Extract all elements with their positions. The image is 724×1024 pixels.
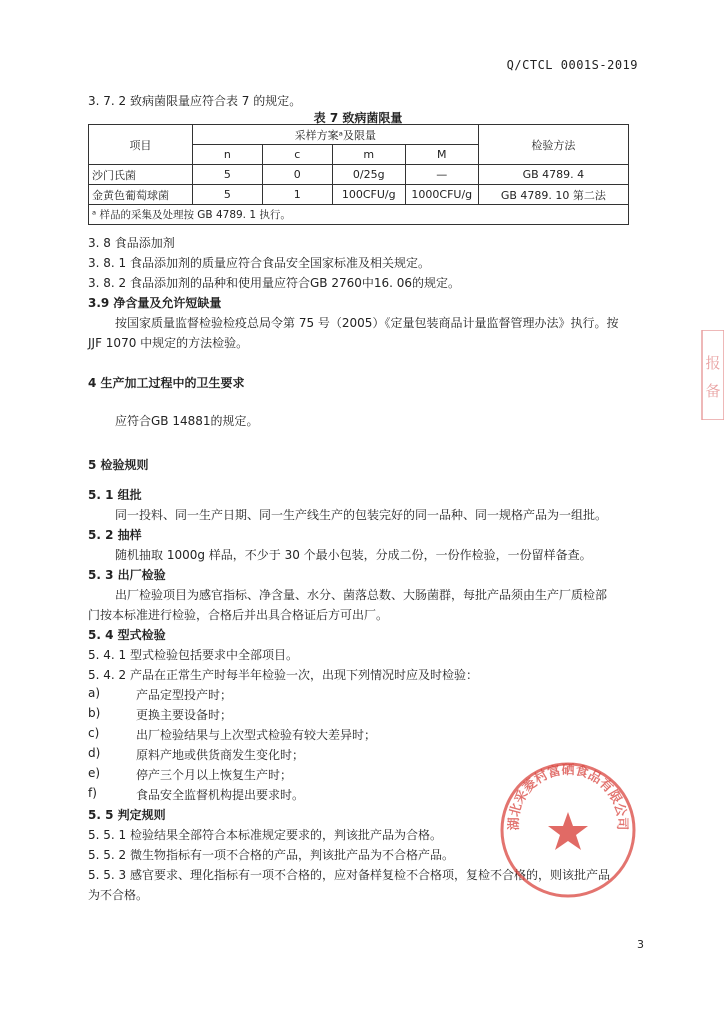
company-seal xyxy=(498,760,638,900)
row-c: 1 xyxy=(262,185,332,205)
sec-5-4: 5. 4 型式检验 xyxy=(88,628,166,642)
row-n: 5 xyxy=(192,165,262,185)
row-M: — xyxy=(405,165,478,185)
sec-5-5-3-line1: 5. 5. 3 感官要求、理化指标有一项不合格的，应对备样复检不合格项，复检不合格的，则该批产品 xyxy=(88,868,610,882)
list-item-text: 更换主要设备时； xyxy=(136,708,233,722)
sec-5-5: 5. 5 判定规则 xyxy=(88,808,166,822)
row-item: 沙门氏菌 xyxy=(89,165,193,185)
table7 xyxy=(88,124,629,225)
sec-4: 4 生产加工过程中的卫生要求 xyxy=(88,376,245,390)
sec-5: 5 检验规则 xyxy=(88,458,149,472)
list-item-text: 原料产地或供货商发生变化时； xyxy=(136,748,305,762)
table7-title: 表 7 致病菌限量 xyxy=(313,111,403,125)
list-item-text: 停产三个月以上恢复生产时； xyxy=(136,768,293,782)
list-item-text: 出厂检验结果与上次型式检验有较大差异时； xyxy=(136,728,377,742)
sec-5-5-3-line2: 为不合格。 xyxy=(88,888,149,902)
row-m: 100CFU/g xyxy=(332,185,405,205)
list-item-text: 产品定型投产时； xyxy=(136,688,233,702)
col-method-header: 检验方法 xyxy=(478,125,628,165)
row-method: GB 4789. 10 第二法 xyxy=(478,185,628,205)
list-item-text: 食品安全监督机构提出要求时。 xyxy=(136,788,305,802)
standard-code: Q/CTCL 0001S-2019 xyxy=(506,58,638,72)
side-filing-stamp xyxy=(700,330,724,420)
list-item-label: b) xyxy=(88,706,101,720)
sec-5-1: 5. 1 组批 xyxy=(88,488,142,502)
sec-3-9-line2: JJF 1070 中规定的方法检验。 xyxy=(88,336,249,350)
list-item-label: c) xyxy=(88,726,100,740)
col-item-header: 项目 xyxy=(89,125,193,165)
row-c: 0 xyxy=(262,165,332,185)
sec-3-8-1: 3. 8. 1 食品添加剂的质量应符合食品安全国家标准及相关规定。 xyxy=(88,256,430,270)
svg-text:湖北采菱村富硒食品有限公司: 湖北采菱村富硒食品有限公司 xyxy=(506,763,630,831)
sec-5-2: 5. 2 抽样 xyxy=(88,528,142,542)
list-item-label: e) xyxy=(88,766,101,780)
sec-5-3: 5. 3 出厂检验 xyxy=(88,568,166,582)
list-item-label: f) xyxy=(88,786,97,800)
svg-text:报: 报 xyxy=(705,354,721,372)
sec-3-8-2: 3. 8. 2 食品添加剂的品种和使用量应符合GB 2760中16. 06的规定。 xyxy=(88,276,461,290)
sub-col-c: c xyxy=(262,145,332,165)
row-method: GB 4789. 4 xyxy=(478,165,628,185)
sub-col-M: M xyxy=(405,145,478,165)
sub-col-n: n xyxy=(192,145,262,165)
sec-3-8: 3. 8 食品添加剂 xyxy=(88,236,175,250)
sec-3-9: 3.9 净含量及允许短缺量 xyxy=(88,296,222,310)
row-n: 5 xyxy=(192,185,262,205)
list-item-label: d) xyxy=(88,746,101,760)
svg-text:备: 备 xyxy=(705,382,721,400)
sec-5-3-line2: 门按本标准进行检验，合格后并出具合格证后方可出厂。 xyxy=(88,608,389,622)
page-number: 3 xyxy=(637,938,644,951)
sec-5-5-2: 5. 5. 2 微生物指标有一项不合格的产品，判该批产品为不合格产品。 xyxy=(88,848,454,862)
table-row xyxy=(89,185,629,205)
list-item-label: a) xyxy=(88,686,101,700)
sec-3-9-line1: 按国家质量监督检验检疫总局令第 75 号（2005）《定量包装商品计量监督管理办法》执行。按 xyxy=(115,316,619,330)
row-item: 金黄色葡萄球菌 xyxy=(89,185,193,205)
row-M: 1000CFU/g xyxy=(405,185,478,205)
sec-5-1-body: 同一投料、同一生产日期、同一生产线生产的包装完好的同一品种、同一规格产品为一组批。 xyxy=(115,508,608,522)
sec-5-4-2: 5. 4. 2 产品在正常生产时每半年检验一次，出现下列情况时应及时检验： xyxy=(88,668,478,682)
table-row xyxy=(89,165,629,185)
row-m: 0/25g xyxy=(332,165,405,185)
col-plan-header: 采样方案ᵃ及限量 xyxy=(192,125,478,145)
table7-note: ᵃ 样品的采集及处理按 GB 4789. 1 执行。 xyxy=(89,205,629,225)
sub-col-m: m xyxy=(332,145,405,165)
sec-5-3-line1: 出厂检验项目为感官指标、净含量、水分、菌落总数、大肠菌群，每批产品须由生产厂质检部 xyxy=(115,588,608,602)
sec-5-4-1: 5. 4. 1 型式检验包括要求中全部项目。 xyxy=(88,648,298,662)
sec-3-7-2: 3. 7. 2 致病菌限量应符合表 7 的规定。 xyxy=(88,94,302,108)
sec-4-body: 应符合GB 14881的规定。 xyxy=(115,414,259,428)
sec-5-2-body: 随机抽取 1000g 样品，不少于 30 个最小包装，分成二份，一份作检验，一份留样备查。 xyxy=(115,548,592,562)
sec-5-5-1: 5. 5. 1 检验结果全部符合本标准规定要求的，判该批产品为合格。 xyxy=(88,828,442,842)
